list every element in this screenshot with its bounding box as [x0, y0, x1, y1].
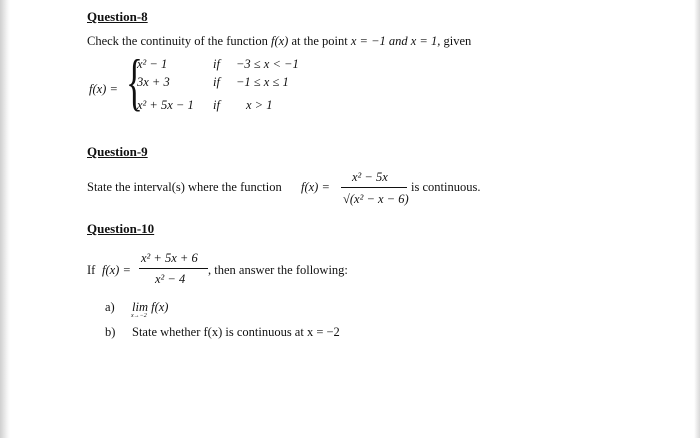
- q9-denominator: √(x² − x − 6): [343, 192, 409, 206]
- q10-numerator: x² + 5x + 6: [141, 251, 198, 265]
- q9-suffix: is continuous.: [411, 180, 481, 194]
- q8-case3-cond: x > 1: [246, 98, 273, 112]
- q8-case2-if: if: [213, 75, 220, 89]
- q8-prompt-mid: at the point: [288, 34, 351, 48]
- q10-item-a-sub: x→−2: [131, 313, 147, 319]
- q9-numerator: x² − 5x: [352, 170, 388, 184]
- q10-item-b-label: b): [105, 325, 116, 339]
- q8-case1-cond: −3 ≤ x < −1: [236, 57, 299, 71]
- q8-prompt-pre: Check the continuity of the function: [87, 34, 271, 48]
- q8-case1-expr: x² − 1: [137, 57, 168, 71]
- q10-item-b-text: State whether f(x) is continuous at x = −2: [132, 325, 340, 339]
- q10-denominator: x² − 4: [155, 272, 186, 286]
- q10-heading: Question-10: [87, 221, 155, 236]
- q8-case3-if: if: [213, 98, 220, 112]
- q8-points: x = −1 and x = 1,: [350, 34, 441, 48]
- q8-prompt: [87, 34, 471, 49]
- q8-case2-expr: 3x + 3: [137, 75, 170, 89]
- q8-heading: Question-8: [87, 9, 148, 24]
- q10-fraction-bar: [139, 268, 208, 269]
- q8-case2-cond: −1 ≤ x ≤ 1: [236, 75, 289, 89]
- q10-lhs: f(x) =: [102, 263, 131, 277]
- q8-fx: f(x): [270, 34, 289, 48]
- q8-prompt-end: given: [440, 34, 472, 48]
- q10-suffix: , then answer the following:: [208, 263, 348, 277]
- page-shadow-left: [0, 0, 10, 438]
- q9-lhs: f(x) =: [301, 180, 330, 194]
- q9-prompt: State the interval(s) where the function: [87, 180, 282, 194]
- q8-case3-expr: x² + 5x − 1: [137, 98, 194, 112]
- q10-if: If: [87, 263, 96, 277]
- q8-lhs: f(x) =: [89, 82, 118, 96]
- page-shadow-right: [694, 0, 700, 438]
- q8-left-brace: {: [126, 46, 143, 117]
- q9-heading: Question-9: [87, 144, 148, 159]
- q9-fraction-bar: [341, 187, 407, 188]
- q10-item-a-label: a): [105, 300, 115, 314]
- q8-case1-if: if: [213, 57, 220, 71]
- q10-item-a-text: lim f(x): [132, 300, 169, 314]
